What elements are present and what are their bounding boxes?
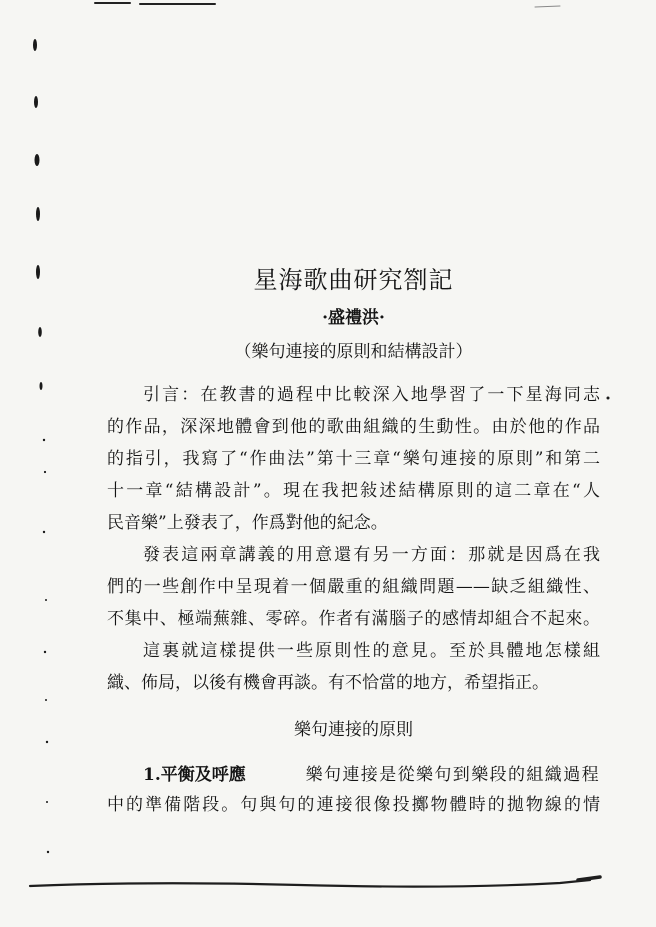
- body-text: [107, 379, 600, 699]
- paragraph-note: [107, 635, 600, 699]
- document-subtitle: （樂句連接的原則和結構設計）: [234, 342, 473, 362]
- text-line: 的指引，我寫了“作曲法”第十三章“樂句連接的原則”和第二: [107, 449, 600, 469]
- top-edge-marks: [95, 3, 560, 7]
- item-text: 樂句連接是從樂句到樂段的組織過程: [305, 765, 600, 785]
- bottom-edge-line: [30, 877, 600, 887]
- text-line: 這裏就這樣提供一些原則性的意見。至於具體地怎樣組: [143, 641, 600, 661]
- section-paragraph: [107, 760, 600, 820]
- item-label: 1.平衡及呼應: [143, 765, 246, 785]
- text-line: 們的一些創作中呈現着一個嚴重的組織問題——缺乏組織性、: [107, 577, 600, 597]
- text-line: 織、佈局，以後有機會再談。有不恰當的地方，希望指正。: [107, 673, 549, 693]
- text-line: 不集中、極端蕪雜、零碎。作者有滿腦子的感情却組合不起來。: [107, 609, 600, 629]
- paragraph-purpose: [107, 539, 600, 635]
- text-line: 引言：在教書的過程中比較深入地學習了一下星海同志: [143, 385, 600, 405]
- paragraph-introduction: [107, 379, 600, 539]
- author-name: ·盛禮洪·: [322, 308, 385, 328]
- section-first-line: [107, 760, 600, 790]
- section-heading: 樂句連接的原則: [294, 720, 413, 740]
- text-line: 中的準備階段。句與句的連接很像投擲物體時的拋物線的情: [107, 795, 600, 815]
- text-line: 發表這兩章講義的用意還有另一方面：那就是因爲在我: [143, 545, 600, 565]
- text-line: 十一章“結構設計”。現在我把敍述結構原則的這二章在“人: [107, 481, 600, 501]
- text-line: 民音樂”上發表了，作爲對他的紀念。: [107, 513, 388, 533]
- document-title: 星海歌曲研究劄記: [253, 266, 454, 294]
- text-line: 的作品，深深地體會到他的歌曲組織的生動性。由於他的作品: [107, 417, 600, 437]
